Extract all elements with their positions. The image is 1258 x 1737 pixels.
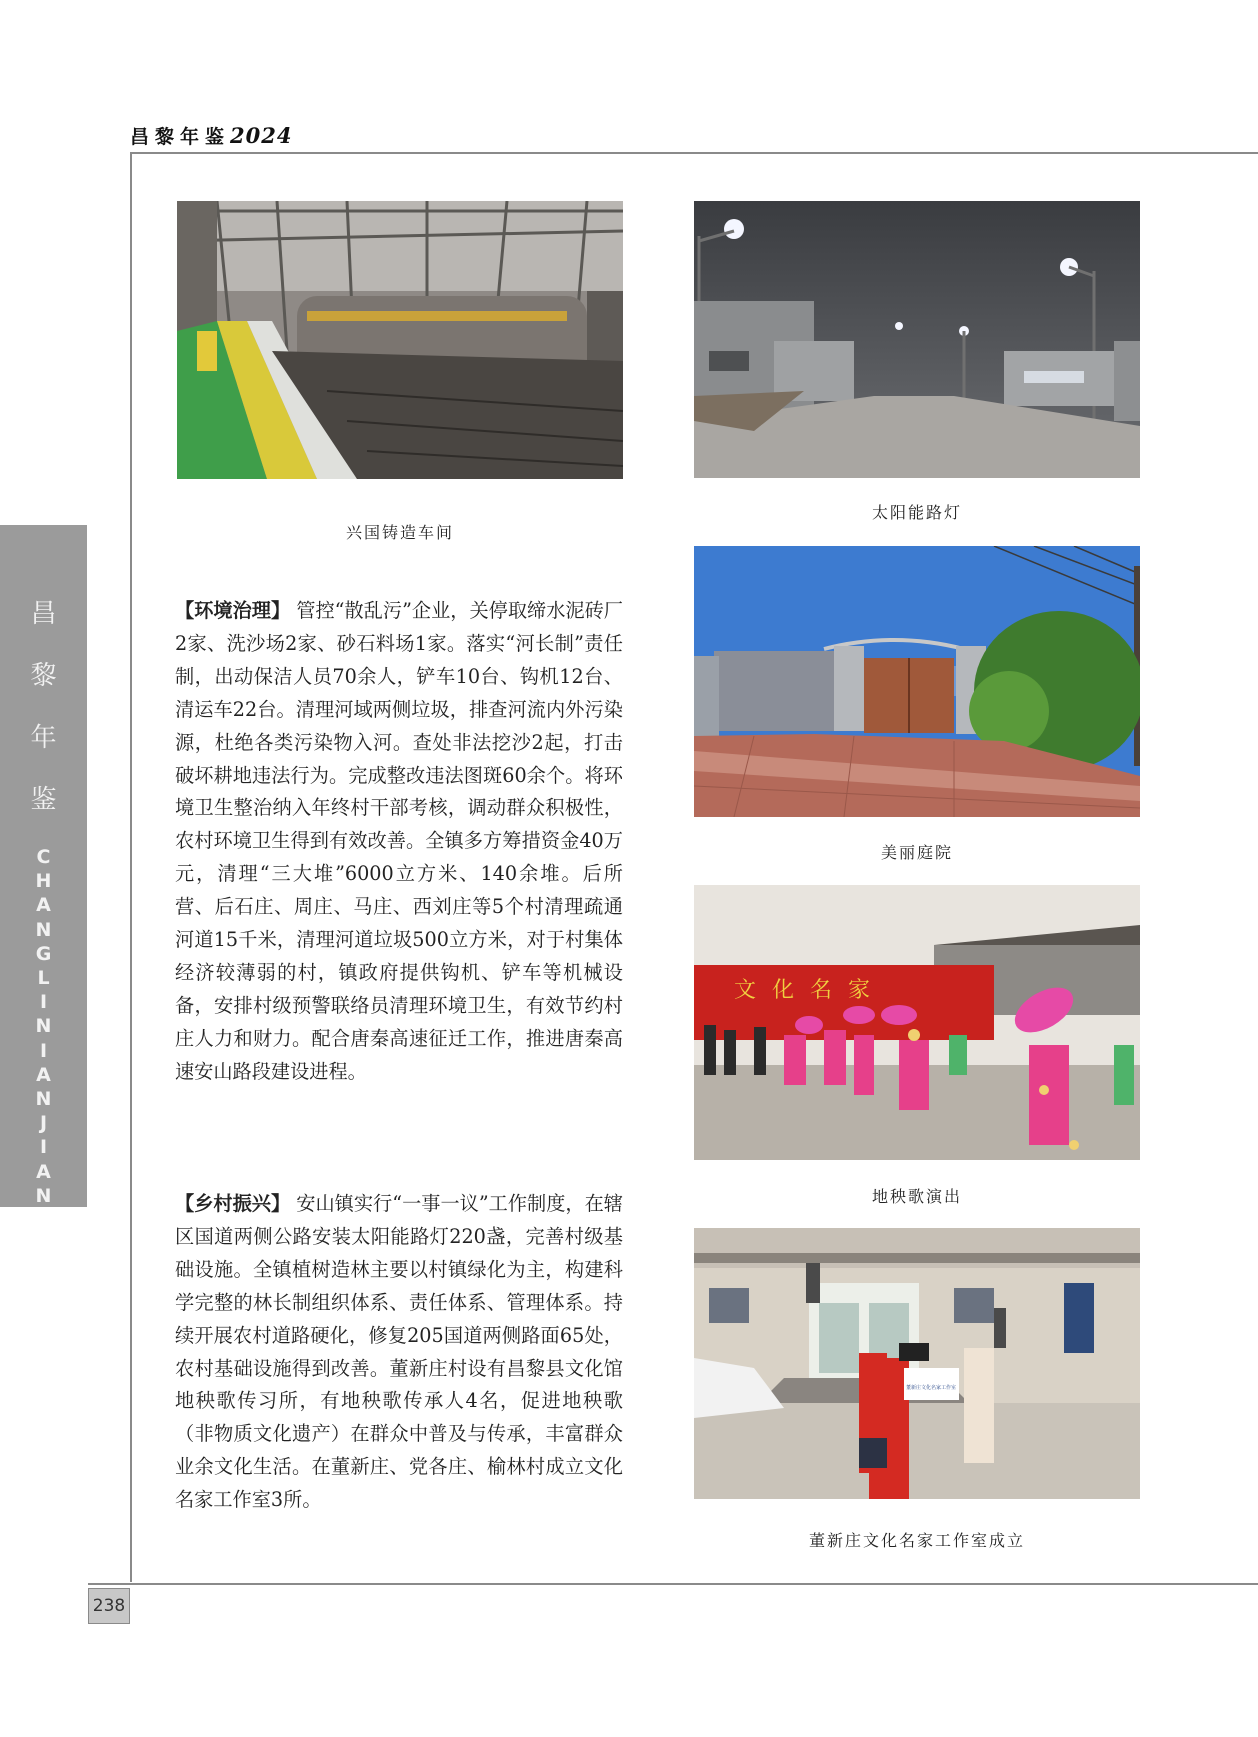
running-header <box>130 122 292 149</box>
book-title: 昌黎年鉴 <box>130 126 231 148</box>
frame-left-rule <box>130 152 132 1582</box>
section-heading: 【环境治理】 <box>175 599 291 622</box>
page-number: 238 <box>88 1588 130 1624</box>
side-latin-text: C H A N G L I N I A N J I A N <box>35 846 52 1207</box>
section-heading: 【乡村振兴】 <box>175 1192 291 1215</box>
frame-bottom-rule <box>88 1583 1258 1585</box>
caption-foundry: 兴国铸造车间 <box>345 523 454 542</box>
section-environment <box>175 595 623 1089</box>
photo-foundry-workshop <box>177 201 623 479</box>
side-char: 年 <box>30 723 57 753</box>
section-rural-revitalization <box>175 1188 623 1517</box>
photo-studio-founding <box>694 1228 1140 1499</box>
sign-text: 董新庄文化名家工作室 <box>905 1385 957 1391</box>
caption-courtyard: 美丽庭院 <box>880 843 953 862</box>
caption-solar-lights: 太阳能路灯 <box>871 503 962 522</box>
photo-solar-streetlights <box>694 201 1140 478</box>
frame-top-rule <box>130 152 1258 154</box>
side-char: 昌 <box>30 599 57 629</box>
photo-yangko-performance <box>694 885 1140 1160</box>
side-char: 黎 <box>30 661 57 691</box>
caption-studio: 董新庄文化名家工作室成立 <box>808 1531 1025 1550</box>
section-body: 管控“散乱污”企业，关停取缔水泥砖厂2家、洗沙场2家、砂石料场1家。落实“河长制”责任制，出动保洁人员70余人，铲车10台、钩机12台、清运车22台。清理河域两侧垃圾，排查河流内外污染源，杜绝各类污染物入河。查处非法挖沙2起，打击破坏耕地违法行为。完成整改违法图斑60余个。将环境卫生整治纳入年终村干部考核，调动群众积极性，农村环境卫生得到有效改善。全镇多方筹措资金40万元，清理“三大堆”6000立方米、140余堆。后所营、后石庄、周庄、马庄、西刘庄等5个村清理疏通河道15千米，清理河道垃圾500立方米，对于村集体经济较薄弱的村，镇政府提供钩机、铲车等机械设备，安排村级预警联络员清理环境卫生，有效节约村庄人力和财力。配合唐秦高速征迁工作，推进唐秦高速安山路段建设进程。 <box>175 599 623 1083</box>
section-body: 安山镇实行“一事一议”工作制度，在辖区国道两侧公路安装太阳能路灯220盏，完善村级基础设施。全镇植树造林主要以村镇绿化为主，构建科学完整的林长制组织体系、责任体系、管理体系。持续开展农村道路硬化，修复205国道两侧路面65处，农村基础设施得到改善。董新庄村设有昌黎县文化馆地秧歌传习所，有地秧歌传承人4名，促进地秧歌（非物质文化遗产）在群众中普及与传承，丰富群众业余文化生活。在董新庄、党各庄、榆林村成立文化名家工作室3所。 <box>175 1192 623 1512</box>
caption-yangko: 地秧歌演出 <box>871 1187 962 1206</box>
banner-text: 文化名家 <box>734 978 887 1003</box>
photo-courtyard <box>694 546 1140 817</box>
book-year: 2024 <box>230 123 293 148</box>
side-char: 鉴 <box>30 785 57 815</box>
